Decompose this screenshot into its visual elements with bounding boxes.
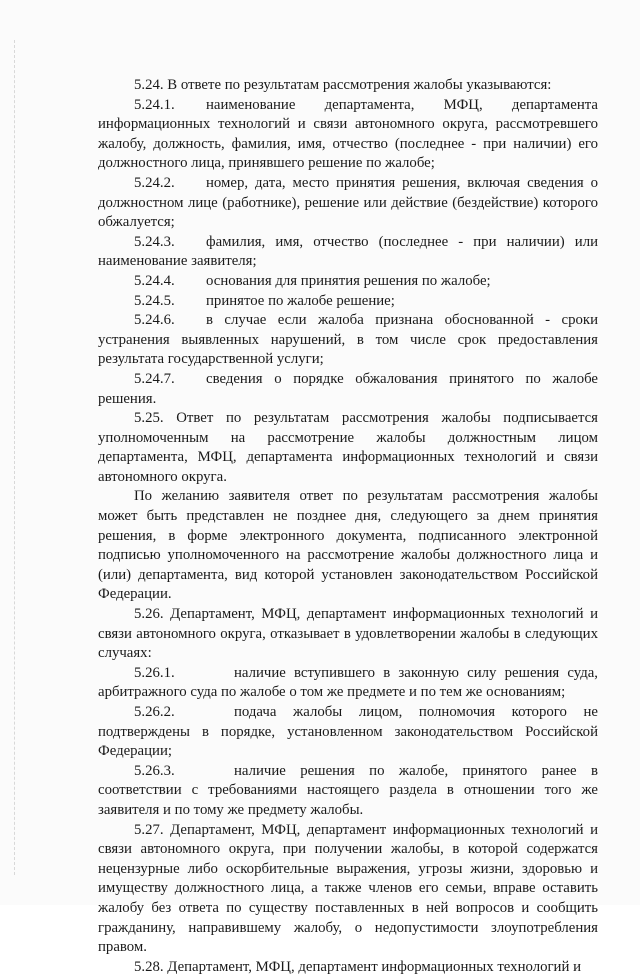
paragraph-5-25-electronic: По желанию заявителя ответ по результатам рассмотрения жалобы может быть представлен не позднее дня, следующего за днем принятия решения, в форме электронного документа, подписанного электронной подписью уполномоченного на рассмотрение жалобы должностного лица и (или) департамента, вид которой установлен законодательством Российской Федерации. (98, 488, 598, 603)
item-number: 5.24.3. (134, 233, 175, 250)
list-item-5-26-2 (98, 703, 598, 762)
item-number: 5.26.3. (134, 762, 175, 779)
item-text: номер, дата, место принятия решения, включая сведения о должностном лице (работнике), решение или действие (бездействие) которого обжалуется; (98, 174, 598, 231)
list-item-5-24-5 (98, 292, 598, 312)
list-item-5-24-3 (98, 233, 598, 272)
item-text: сведения о порядке обжалования принятого по жалобе решения. (98, 370, 598, 407)
item-text: основания для принятия решения по жалобе; (206, 272, 491, 289)
item-text: принятое по жалобе решение; (206, 292, 395, 309)
paragraph-5-26: 5.26. Департамент, МФЦ, департамент информационных технологий и связи автономного округа, отказывает в удовлетворении жалобы в следующих случаях: (98, 606, 598, 662)
list-item-5-24-7 (98, 370, 598, 409)
item-number: 5.24.5. (134, 292, 175, 309)
list-item-5-24-2 (98, 174, 598, 233)
item-number: 5.24.1. (134, 96, 175, 113)
item-number: 5.24.6. (134, 312, 175, 329)
item-number: 5.26.2. (134, 704, 175, 720)
paragraph-5-25: 5.25. Ответ по результатам рассмотрения жалобы подписывается уполномоченным на рассмотрение жалобы должностным лицом департамента, МФЦ, департамента информационных технологий и связи автономного округа. (98, 410, 598, 485)
list-item-5-24-6 (98, 311, 598, 370)
item-text: наличие вступившего в законную силу решения суда, арбитражного суда по жалобе о том же предмете и по тем же основаниям; (98, 664, 598, 701)
item-number: 5.26.1. (134, 664, 175, 681)
item-text: подача жалобы лицом, полномочия которого не подтверждены в порядке, установленном законодательством Российской Федерации; (98, 704, 598, 760)
item-text: фамилия, имя, отчество (последнее - при наличии) или наименование заявителя; (98, 233, 598, 270)
item-text: наличие решения по жалобе, принятого ранее в соответствии с требованиями настоящего раздела в отношении того же заявителя и по тому же предмету жалобы. (98, 762, 598, 818)
list-item-5-26-1 (98, 664, 598, 703)
item-number: 5.24.4. (134, 272, 175, 289)
paragraph-5-27: 5.27. Департамент, МФЦ, департамент информационных технологий и связи автономного округа, при получении жалобы, в которой содержатся нецензурные либо оскорбительные выражения, угрозы жизни, здоровью и имуществу должностного лица, а также членов его семьи, вправе оставить жалобу без ответа по существу поставленных в ней вопросов и сообщить гражданину, направившему жалобу, о недопустимости злоупотребления правом. (98, 821, 598, 956)
scan-edge-mark (14, 40, 16, 875)
item-text: наименование департамента, МФЦ, департамента информационных технологий и связи автономного округа, рассмотревшего жалобу, должность, фамилия, имя, отчество (последнее - при наличии) его должностного лица, принявшего решение по жалобе; (98, 96, 598, 172)
list-item-5-24-4 (98, 272, 598, 292)
paragraph-5-24: 5.24. В ответе по результатам рассмотрения жалобы указываются: (134, 77, 552, 93)
document-body (98, 76, 598, 977)
item-number: 5.24.2. (134, 174, 175, 191)
item-number: 5.24.7. (134, 370, 175, 387)
paragraph-5-28: 5.28. Департамент, МФЦ, департамент информационных технологий и (134, 958, 581, 975)
item-text: в случае если жалоба признана обоснованной - сроки устранения выявленных нарушений, в том числе срок предоставления результата государственной услуги; (98, 312, 598, 368)
list-item-5-24-1 (98, 96, 598, 174)
list-item-5-26-3 (98, 762, 598, 821)
